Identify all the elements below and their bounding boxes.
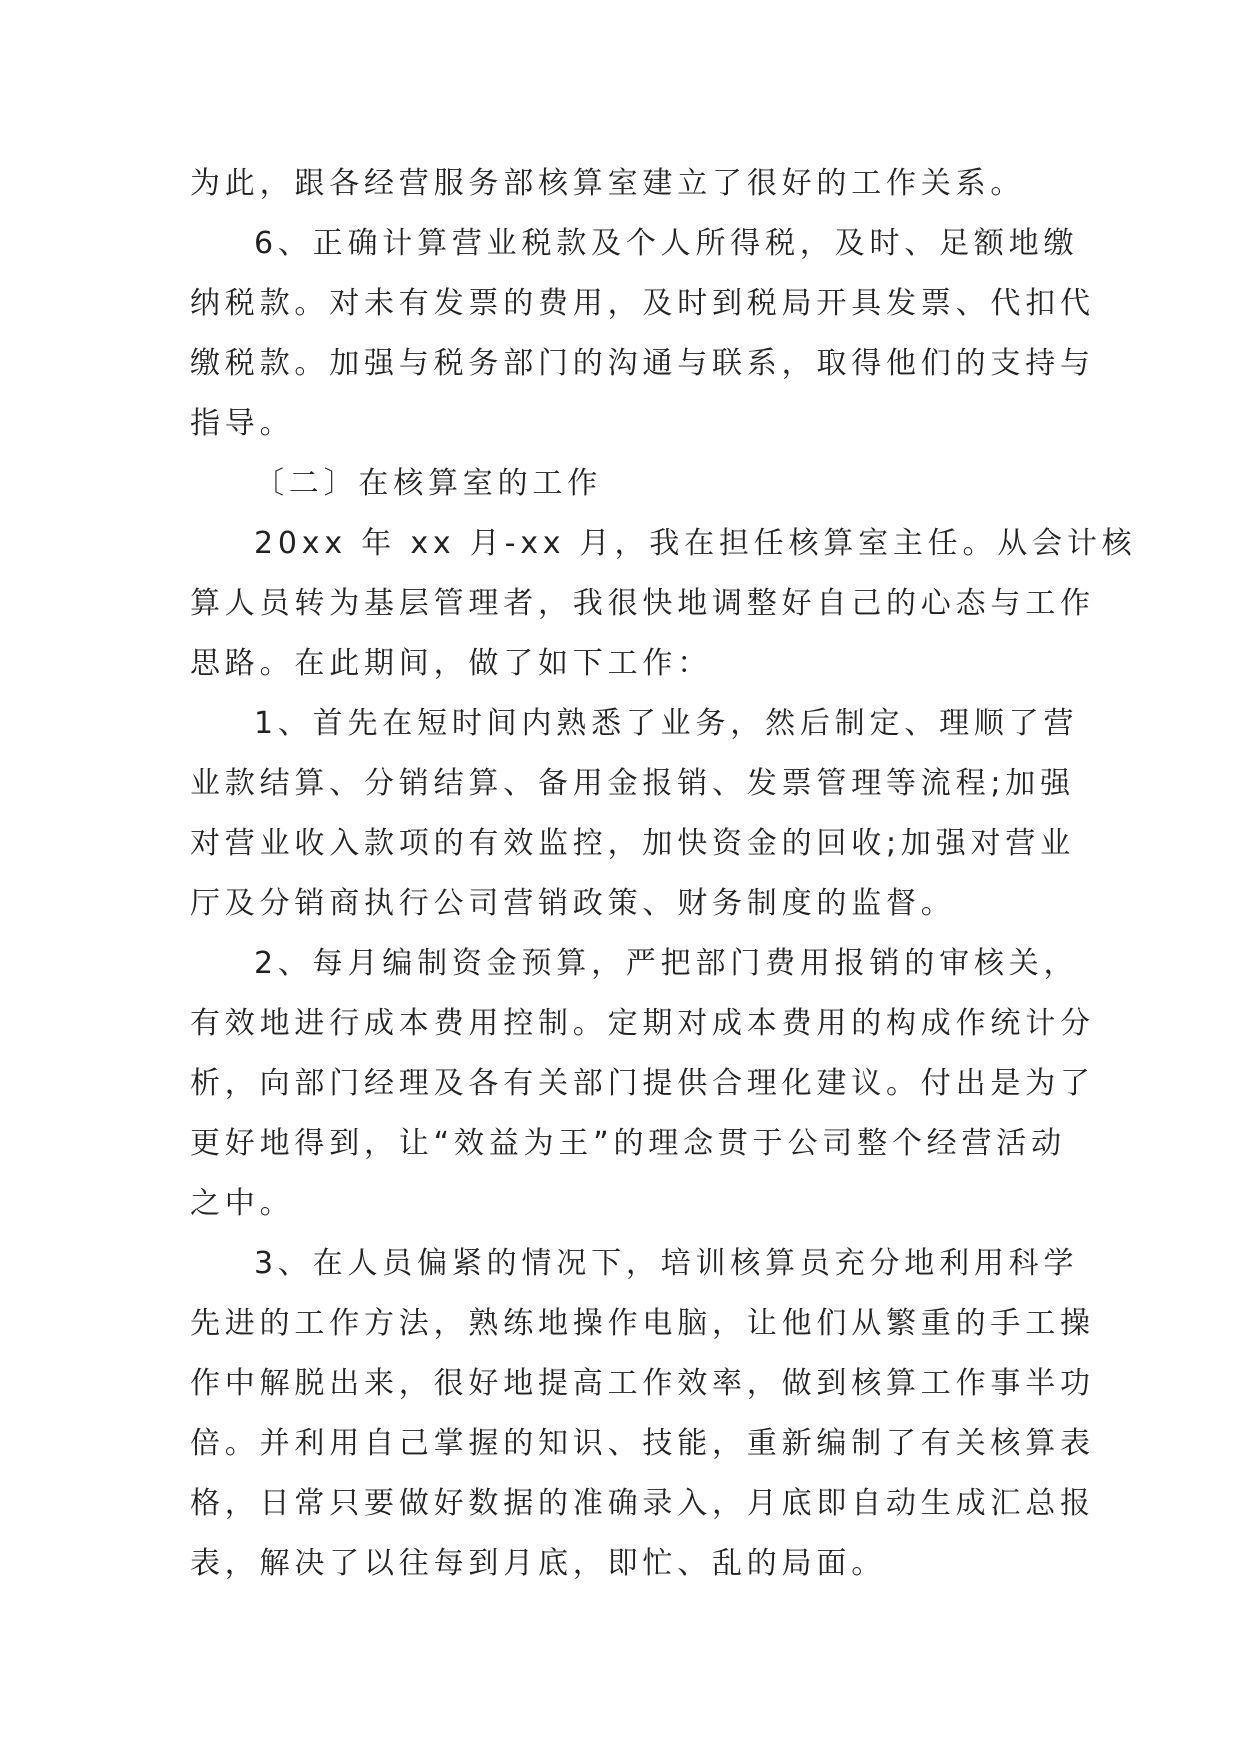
text-line: 纳税款。对未有发票的费用，及时到税局开具发票、代扣代 xyxy=(190,286,1095,321)
text-line: 之中。 xyxy=(190,1186,295,1221)
text-line: 析，向部门经理及各有关部门提供合理化建议。付出是为了 xyxy=(190,1066,1095,1101)
text-line: 算人员转为基层管理者，我很快地调整好自己的心态与工作 xyxy=(190,586,1095,621)
section-heading: 〔二〕在核算室的工作 xyxy=(254,466,602,501)
text-line: 倍。并利用自己掌握的知识、技能，重新编制了有关核算表 xyxy=(190,1426,1095,1461)
text-line: 先进的工作方法，熟练地操作电脑，让他们从繁重的手工操 xyxy=(190,1306,1095,1341)
text-line: 作中解脱出来，很好地提高工作效率，做到核算工作事半功 xyxy=(190,1366,1095,1401)
text-line: 厅及分销商执行公司营销政策、财务制度的监督。 xyxy=(190,886,956,921)
text-line: 6、正确计算营业税款及个人所得税，及时、足额地缴 xyxy=(254,226,1079,261)
text-line: 20xx 年 xx 月-xx 月，我在担任核算室主任。从会计核 xyxy=(254,526,1137,561)
body-text xyxy=(190,154,1137,1594)
text-line: 1、首先在短时间内熟悉了业务，然后制定、理顺了营 xyxy=(254,706,1079,741)
text-line: 指导。 xyxy=(190,406,295,441)
text-line: 3、在人员偏紧的情况下，培训核算员充分地利用科学 xyxy=(254,1246,1079,1281)
text-line: 格，日常只要做好数据的准确录入，月底即自动生成汇总报 xyxy=(190,1486,1095,1521)
text-line: 2、每月编制资金预算，严把部门费用报销的审核关， xyxy=(254,946,1079,981)
text-line: 对营业收入款项的有效监控，加快资金的回收;加强对营业 xyxy=(190,826,1075,861)
text-line: 为此，跟各经营服务部核算室建立了很好的工作关系。 xyxy=(190,166,1026,201)
text-line: 表，解决了以往每到月底，即忙、乱的局面。 xyxy=(190,1546,886,1581)
text-line: 更好地得到，让“效益为王”的理念贯于公司整个经营活动 xyxy=(190,1126,1066,1161)
text-line: 有效地进行成本费用控制。定期对成本费用的构成作统计分 xyxy=(190,1006,1095,1041)
text-line: 缴税款。加强与税务部门的沟通与联系，取得他们的支持与 xyxy=(190,346,1095,381)
text-line: 业款结算、分销结算、备用金报销、发票管理等流程;加强 xyxy=(190,766,1075,801)
text-line: 思路。在此期间，做了如下工作： xyxy=(190,646,712,681)
